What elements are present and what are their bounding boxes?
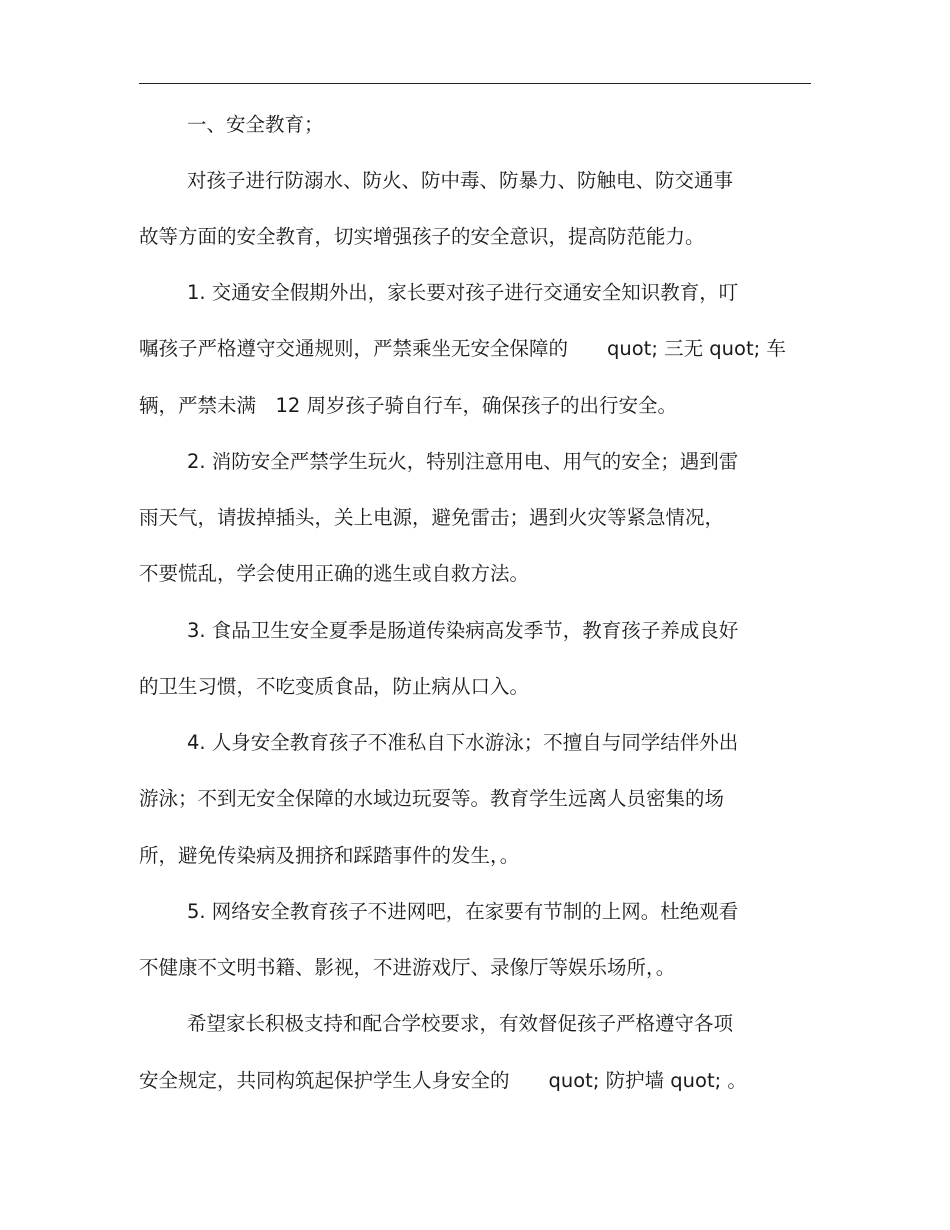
- header-rule: [139, 83, 811, 84]
- paragraph-line: 1. 交通安全假期外出，家长要对孩子进行交通安全知识教育，叮: [187, 281, 739, 304]
- paragraph-line: 安全规定，共同构筑起保护学生人身安全的 quot; 防护墙 quot; 。: [139, 1069, 747, 1092]
- paragraph-line: 所，避免传染病及拥挤和踩踏事件的发生，。: [139, 844, 520, 867]
- section-heading: 一、安全教育；: [187, 113, 324, 136]
- paragraph-line: 5. 网络安全教育孩子不进网吧，在家要有节制的上网。杜绝观看: [187, 900, 739, 923]
- paragraph-line: 的卫生习惯，不吃变质食品，防止病从口入。: [139, 675, 530, 698]
- paragraph-line: 嘱孩子严格遵守交通规则，严禁乘坐无安全保障的 quot; 三无 quot; 车: [139, 337, 786, 360]
- paragraph-line: 故等方面的安全教育，切实增强孩子的安全意识，提高防范能力。: [139, 225, 705, 248]
- paragraph-line: 2. 消防安全严禁学生玩火，特别注意用电、用气的安全；遇到雷: [187, 450, 739, 473]
- paragraph-line: 对孩子进行防溺水、防火、防中毒、防暴力、防触电、防交通事: [187, 169, 734, 192]
- paragraph-line: 希望家长积极支持和配合学校要求，有效督促孩子严格遵守各项: [187, 1012, 734, 1035]
- paragraph-line: 4. 人身安全教育孩子不准私自下水游泳；不擅自与同学结伴外出: [187, 731, 739, 754]
- paragraph-line: 3. 食品卫生安全夏季是肠道传染病高发季节，教育孩子养成良好: [187, 619, 739, 642]
- paragraph-line: 辆，严禁未满 12 周岁孩子骑自行车，确保孩子的出行安全。: [139, 394, 678, 417]
- paragraph-line: 雨天气，请拔掉插头，关上电源，避免雷击；遇到火灾等紧急情况，: [139, 506, 725, 529]
- paragraph-line: 游泳；不到无安全保障的水域边玩耍等。教育学生远离人员密集的场: [139, 787, 725, 810]
- paragraph-line: 不要慌乱，学会使用正确的逃生或自救方法。: [139, 562, 530, 585]
- paragraph-line: 不健康不文明书籍、影视，不进游戏厅、录像厅等娱乐场所，。: [139, 956, 676, 979]
